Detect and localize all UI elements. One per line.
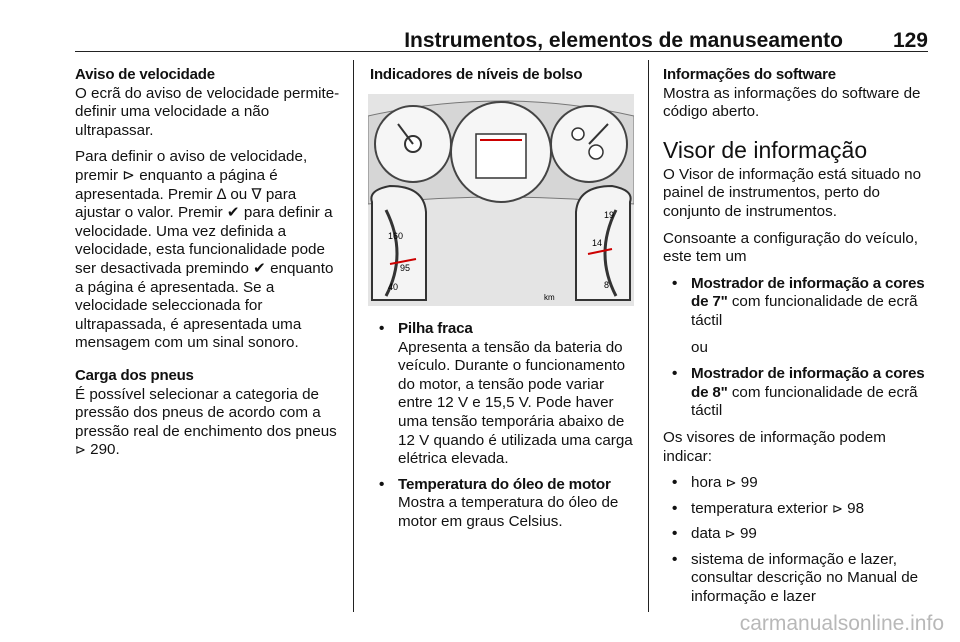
- page-ref[interactable]: 99: [739, 525, 757, 543]
- section-heading: Informações do software: [663, 66, 836, 83]
- bullet-list: [663, 365, 931, 421]
- column-left: [75, 66, 343, 468]
- paragraph: Consoante a configuração do veículo, este tem um: [663, 229, 918, 266]
- list-item: [663, 500, 931, 519]
- list-item-title: Mostrador de informação a cores de 8": [691, 365, 925, 401]
- page-ref-arrow-icon: ⊳: [75, 442, 86, 458]
- column-middle: [370, 66, 635, 85]
- list-item: [370, 476, 635, 532]
- list-item-text: Mostra a temperatura do óleo de motor em graus Celsius.: [398, 494, 619, 530]
- bullet-list: [370, 320, 635, 532]
- paragraph: O Visor de informação está situado no painel de instrumentos, perto do conjunto de instrumentos.: [663, 165, 922, 220]
- page-ref[interactable]: 99: [740, 474, 758, 492]
- paragraph: Mostra as informações do software de código aberto.: [663, 84, 921, 121]
- section-heading: Indicadores de níveis de bolso: [370, 66, 583, 83]
- instrument-cluster-illustration: [368, 94, 634, 306]
- list-item-text: data: [691, 525, 721, 543]
- list-item-text: com funcionalidade de ecrã táctil: [691, 293, 918, 329]
- section-heading: Carga dos pneus: [75, 366, 194, 384]
- gauge-label: km: [544, 293, 555, 302]
- paragraph: O ecrã do aviso de velocidade permite- definir uma velocidade a não ultrapassar.: [75, 84, 340, 139]
- section-heading: Aviso de velocidade: [75, 66, 215, 83]
- list-item: [663, 525, 931, 544]
- bullet-list: [663, 275, 931, 331]
- list-item-title: • Pilha fraca: [398, 320, 473, 337]
- gauge-label: 95: [400, 263, 411, 273]
- column-divider: [353, 60, 354, 612]
- page-ref-arrow-icon: ⊳: [724, 526, 736, 542]
- gauge-label: 19: [604, 210, 615, 220]
- paragraph: [75, 386, 343, 460]
- list-item-title: Mostrador de informação a cores de 7": [691, 274, 925, 311]
- column-divider: [648, 60, 649, 612]
- gauge-label: 8: [604, 280, 610, 290]
- list-item: [663, 551, 931, 607]
- page-ref[interactable]: 98: [847, 499, 865, 517]
- list-item-text: sistema de informação e lazer, consultar descrição no Manual de informação e lazer: [691, 550, 919, 606]
- paragraph: Para definir o aviso de velocidade, premir ⊳ enquanto a página é apresentada. Premir ∆ ou ∇ para ajustar o valor. Premir ✔ para definir a velocidade. Uma vez definida a velocidade, esta funcionalidade pode ser desactivada premindo ✔ enquanto a página é apresentada. Se a velocidade seleccionada for ultrapassada, é apresentada uma mensagem com um sinal sonoro.: [75, 148, 334, 352]
- list-item: [663, 474, 931, 493]
- gauge-label: 14: [592, 238, 603, 248]
- page-ref-arrow-icon: ⊳: [831, 500, 843, 516]
- paragraph: ou: [691, 338, 708, 356]
- page-header: [75, 29, 928, 52]
- list-item-text: Apresenta a tensão da bateria do veículo. Durante o funcionamento do motor, a tensão pode variar entre 12 V e 15,5 V. Pode haver uma tensão temporária abaixo de 12 V quando é utilizada uma carga elétrica elevada.: [398, 338, 633, 468]
- watermark: carmanualsonline.info: [739, 612, 944, 635]
- page-ref-arrow-icon: ⊳: [725, 475, 737, 491]
- header-title: Instrumentos, elementos de manuseamento: [404, 29, 843, 52]
- chapter-heading: Visor de informação: [663, 136, 868, 163]
- page-number: 129: [892, 29, 928, 52]
- gauge-label: 40: [388, 282, 399, 292]
- instrument-cluster-icon: [368, 94, 634, 306]
- list-item-text: hora: [691, 474, 722, 492]
- list-item: [663, 275, 931, 331]
- column-middle-list: [370, 320, 635, 540]
- list-item-text: temperatura exterior: [691, 499, 828, 517]
- header-rule: [75, 51, 928, 52]
- list-item-title: • Temperatura do óleo de motor: [398, 475, 611, 493]
- gauge-label: 160: [388, 231, 404, 241]
- bullet-list: [663, 474, 931, 607]
- list-item-text: com funcionalidade de ecrã táctil: [691, 383, 918, 420]
- list-item: [370, 320, 635, 469]
- page-ref[interactable]: 290.: [90, 441, 120, 459]
- paragraph: Os visores de informação podem indicar:: [663, 428, 886, 465]
- paragraph-text: É possível selecionar a categoria de pressão dos pneus de acordo com a pressão real de enchimento dos pneus: [75, 385, 337, 440]
- column-right: [663, 66, 931, 615]
- list-item: [663, 365, 931, 421]
